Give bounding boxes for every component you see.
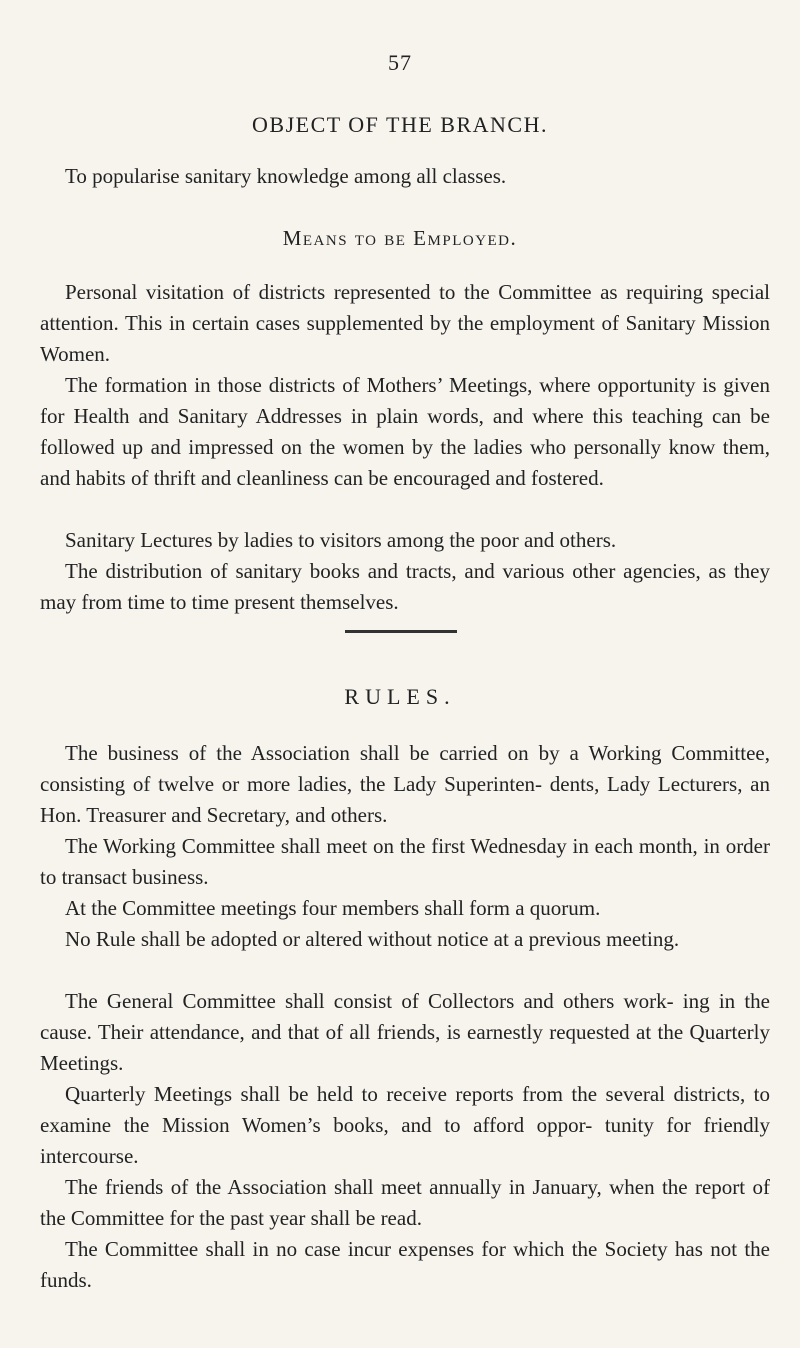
object-statement: To popularise sanitary knowledge among all classes.	[65, 164, 507, 188]
rule-1: The business of the Association shall be carried on by a Working Committee, consisting of twelve or more ladies, the Lady Superinten- dents, Lady Lecturers, an Hon. Treasurer and Secretary, and others.	[40, 741, 770, 827]
rule-5: The General Committee shall consist of Collectors and others work- ing in the cause. Their attendance, and that of all friends, is earnestly requested at the Quarterly Meetings.	[40, 989, 770, 1075]
rule-3: At the Committee meetings four members shall form a quorum.	[65, 896, 601, 920]
rule-4: No Rule shall be adopted or altered without notice at a previous meeting.	[65, 927, 680, 951]
rules-heading: RULES.	[344, 684, 456, 709]
page-number: 57	[388, 50, 412, 75]
means-paragraph-4: The distribution of sanitary books and tracts, and various other agencies, as they may from time to time present themselves.	[40, 559, 770, 614]
rule-8: The Committee shall in no case incur expenses for which the Society has not the funds.	[40, 1237, 770, 1292]
means-heading: Means to be Employed.	[282, 226, 518, 250]
means-paragraph-3: Sanitary Lectures by ladies to visitors among the poor and others.	[65, 528, 617, 552]
means-paragraph-1: Personal visitation of districts represented to the Committee as requiring special attention. This in certain cases supplemented by the employment of Sanitary Mission Women.	[40, 280, 770, 366]
section-divider	[345, 630, 457, 633]
object-heading: OBJECT OF THE BRANCH.	[252, 112, 548, 137]
means-paragraph-2: The formation in those districts of Mothers’ Meetings, where opportunity is given for Health and Sanitary Addresses in plain words, and where this teaching can be followed up and impressed on the women by the ladies who personally know them, and habits of thrift and cleanliness can be encouraged and fostered.	[40, 373, 770, 490]
rule-7: The friends of the Association shall meet annually in January, when the report of the Committee for the past year shall be read.	[40, 1175, 770, 1230]
rule-6: Quarterly Meetings shall be held to receive reports from the several districts, to examine the Mission Women’s books, and to afford oppor- tunity for friendly intercourse.	[40, 1082, 770, 1168]
rule-2: The Working Committee shall meet on the first Wednesday in each month, in order to transact business.	[40, 834, 770, 889]
